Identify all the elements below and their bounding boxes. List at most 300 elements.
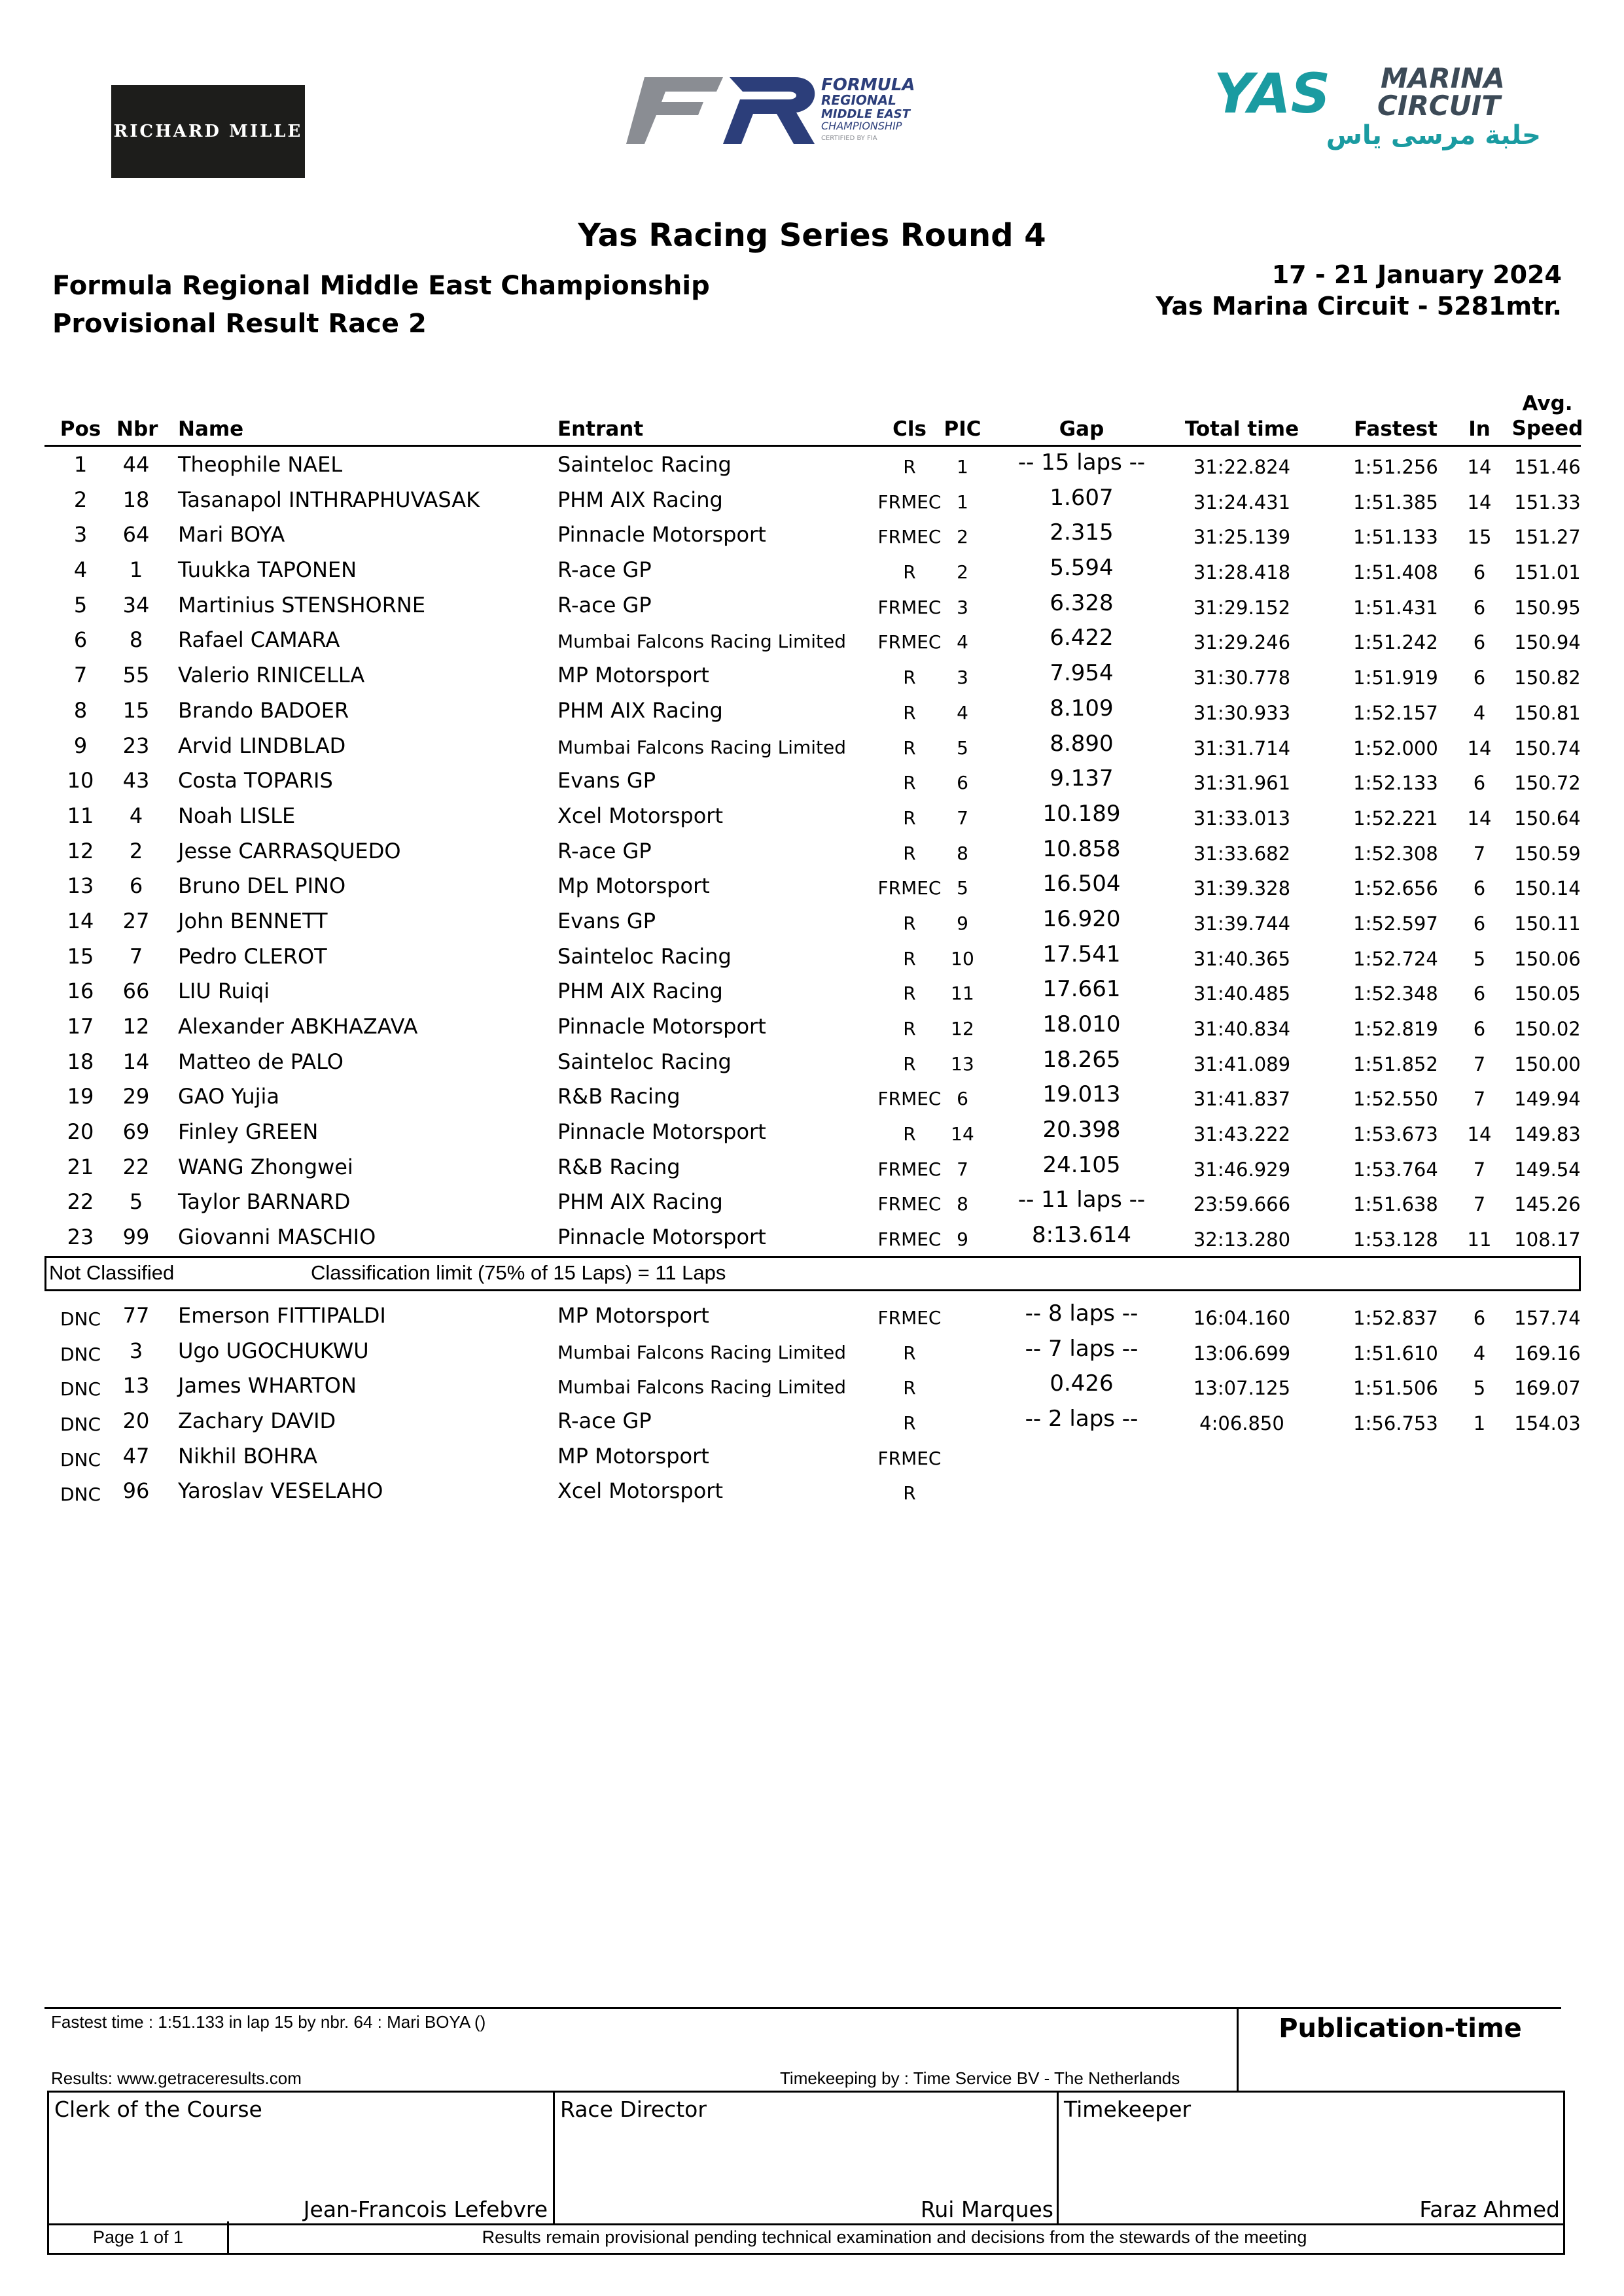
cell-total-time: 13:07.125 (1193, 1377, 1291, 1400)
cell-avg-speed: 150.82 (1514, 667, 1581, 689)
cell-entrant: MP Motorsport (557, 663, 709, 688)
col-header-entrant: Entrant (557, 417, 644, 441)
cell-driver-name: Mari BOYA (178, 522, 285, 548)
cell-nbr: 99 (122, 1225, 150, 1250)
cell-gap: 16.920 (1042, 905, 1121, 932)
col-header-speed: Speed (1511, 417, 1583, 440)
table-row (44, 903, 1581, 939)
cell-nbr: 15 (122, 697, 150, 723)
fr-text-line2: REGIONAL (821, 92, 896, 108)
cell-fastest-lap: 1:52.000 (1353, 737, 1438, 759)
table-row (44, 1403, 1581, 1438)
cell-pic: 7 (957, 807, 968, 829)
cell-pic: 9 (957, 1228, 968, 1251)
header-left (52, 267, 710, 343)
cell-class: FRMEC (877, 596, 942, 618)
cell-class: R (903, 842, 916, 864)
cell-pos: 23 (67, 1225, 94, 1250)
cell-class: FRMEC (877, 1228, 942, 1251)
cell-class: R (903, 947, 916, 969)
cell-pos: 12 (67, 838, 94, 863)
cell-class: R (903, 456, 916, 478)
cell-fastest-lap: 1:51.431 (1353, 596, 1438, 619)
cell-pic: 10 (951, 947, 974, 969)
cell-avg-speed: 150.81 (1514, 701, 1581, 724)
cell-pos: DNC (60, 1448, 101, 1470)
cell-entrant: Sainteloc Racing (557, 452, 732, 477)
cell-pos: 13 (67, 873, 94, 899)
cell-avg-speed: 151.01 (1514, 561, 1581, 584)
cell-avg-speed: 151.46 (1514, 456, 1581, 478)
cell-entrant: R-ace GP (557, 557, 652, 583)
cell-driver-name: GAO Yujia (178, 1084, 280, 1109)
cell-driver-name: Tuukka TAPONEN (178, 557, 357, 583)
cell-avg-speed: 151.27 (1514, 526, 1581, 549)
cell-entrant: Mumbai Falcons Racing Limited (557, 1376, 847, 1399)
cell-total-time: 31:33.013 (1193, 807, 1291, 829)
cell-entrant: Mp Motorsport (557, 873, 710, 899)
cell-fastest-lap: 1:52.157 (1353, 701, 1438, 724)
fr-text-line3: MIDDLE EAST (821, 107, 910, 121)
cell-fastest-in-lap: 14 (1467, 491, 1492, 513)
cell-fastest-in-lap: 6 (1473, 667, 1486, 689)
cell-pos: 1 (73, 452, 88, 477)
cell-total-time: 31:28.418 (1193, 561, 1291, 584)
cell-pic: 9 (957, 912, 968, 934)
fr-text-line4: CHAMPIONSHIP (821, 120, 902, 132)
cell-fastest-in-lap: 14 (1467, 456, 1492, 478)
cell-class: R (903, 561, 916, 583)
cell-pic: 14 (951, 1123, 974, 1145)
cell-entrant: Xcel Motorsport (557, 1478, 723, 1504)
cell-class: R (903, 667, 916, 689)
cell-fastest-lap: 1:52.819 (1353, 1018, 1438, 1040)
cell-fastest-in-lap: 14 (1467, 807, 1492, 829)
cell-driver-name: Brando BADOER (178, 697, 349, 723)
table-row (44, 1044, 1581, 1079)
cell-driver-name: Arvid LINDBLAD (178, 733, 346, 758)
race-director-name: Rui Marques (920, 2197, 1053, 2222)
clerk-cell (49, 2093, 553, 2223)
cell-fastest-lap: 1:51.638 (1353, 1193, 1438, 1216)
cell-entrant: Xcel Motorsport (557, 803, 723, 828)
cell-entrant: Sainteloc Racing (557, 1049, 732, 1074)
cell-nbr: 18 (122, 487, 150, 512)
cell-gap: -- 15 laps -- (1017, 449, 1146, 476)
cell-total-time: 31:41.089 (1193, 1052, 1291, 1075)
cell-avg-speed: 108.17 (1514, 1228, 1581, 1251)
cell-driver-name: WANG Zhongwei (178, 1154, 353, 1179)
cell-fastest-in-lap: 6 (1473, 596, 1486, 619)
cell-total-time: 31:43.222 (1193, 1123, 1291, 1146)
cell-nbr: 2 (129, 838, 143, 863)
cell-nbr: 77 (122, 1302, 150, 1328)
cell-gap: 18.010 (1042, 1011, 1121, 1037)
cell-pos: 16 (67, 979, 94, 1004)
table-row (44, 693, 1581, 728)
col-header-nbr: Nbr (116, 417, 158, 441)
table-row (44, 1298, 1581, 1333)
cell-fastest-lap: 1:56.753 (1353, 1412, 1438, 1435)
cell-fastest-in-lap: 7 (1473, 1088, 1486, 1111)
col-header-gap: Gap (1059, 417, 1104, 441)
cell-pic: 11 (951, 983, 974, 1005)
table-row (44, 1079, 1581, 1114)
cell-class: FRMEC (877, 526, 942, 548)
cell-driver-name: Valerio RINICELLA (178, 663, 365, 688)
cell-pic: 6 (957, 1088, 968, 1110)
cell-pos: 21 (67, 1154, 94, 1179)
cell-nbr: 44 (122, 452, 150, 477)
cell-pic: 7 (957, 1158, 968, 1180)
table-row (44, 1368, 1581, 1403)
cell-driver-name: Yaroslav VESELAHO (178, 1478, 383, 1504)
results-url: Results: www.getraceresults.com (51, 2068, 302, 2088)
cell-nbr: 1 (129, 557, 143, 583)
cell-entrant: Mumbai Falcons Racing Limited (557, 736, 847, 758)
cell-nbr: 29 (122, 1084, 150, 1109)
cell-class: R (903, 772, 916, 794)
table-header (44, 391, 1581, 447)
cell-entrant: R&B Racing (557, 1154, 680, 1179)
cell-fastest-lap: 1:53.128 (1353, 1228, 1438, 1251)
cell-class: R (903, 1052, 916, 1075)
cell-total-time: 31:40.834 (1193, 1018, 1291, 1040)
cell-total-time: 31:33.682 (1193, 842, 1291, 865)
cell-pos: 19 (67, 1084, 94, 1109)
cell-fastest-in-lap: 6 (1473, 772, 1486, 795)
table-row (44, 657, 1581, 693)
cell-pos: 5 (73, 592, 88, 617)
cell-class: FRMEC (877, 1193, 942, 1215)
timekeeper-label: Timekeeper (1064, 2096, 1192, 2122)
cell-total-time: 31:46.929 (1193, 1158, 1291, 1181)
championship-name: Formula Regional Middle East Championship (52, 271, 710, 301)
cell-total-time: 31:22.824 (1193, 456, 1291, 478)
cell-fastest-lap: 1:52.348 (1353, 983, 1438, 1005)
cell-driver-name: Martinius STENSHORNE (178, 592, 426, 617)
cell-entrant: R-ace GP (557, 838, 652, 863)
cell-fastest-in-lap: 6 (1473, 877, 1486, 900)
cell-avg-speed: 150.06 (1514, 947, 1581, 970)
yas-logo-circuit: CIRCUIT (1377, 90, 1500, 122)
cell-driver-name: Nikhil BOHRA (178, 1443, 318, 1469)
cell-driver-name: LIU Ruiqi (178, 979, 270, 1004)
cell-total-time: 31:41.837 (1193, 1088, 1291, 1111)
cell-total-time: 31:31.961 (1193, 772, 1291, 795)
table-row (44, 482, 1581, 517)
cell-driver-name: Pedro CLEROT (178, 943, 327, 969)
table-row (44, 939, 1581, 974)
classified-rows (44, 447, 1581, 1255)
cell-entrant: Pinnacle Motorsport (557, 1119, 766, 1145)
cell-nbr: 69 (122, 1119, 150, 1145)
table-row (44, 517, 1581, 552)
table-row (44, 1333, 1581, 1368)
col-header-pos: Pos (60, 417, 101, 441)
cell-gap: -- 11 laps -- (1017, 1187, 1146, 1213)
cell-total-time: 31:25.139 (1193, 526, 1291, 549)
cell-driver-name: James WHARTON (178, 1373, 357, 1399)
cell-avg-speed: 150.95 (1514, 596, 1581, 619)
timekeeper-name: Faraz Ahmed (1419, 2197, 1560, 2222)
cell-entrant: PHM AIX Racing (557, 487, 723, 512)
table-row (44, 798, 1581, 833)
cell-gap: 10.858 (1042, 835, 1121, 862)
table-row (44, 833, 1581, 869)
cell-avg-speed: 150.64 (1514, 807, 1581, 829)
cell-avg-speed: 151.33 (1514, 491, 1581, 513)
yas-logo-arabic: حلبة مرسى ياس (1326, 120, 1541, 150)
dnc-rows (44, 1298, 1581, 1508)
cell-gap: 5.594 (1050, 555, 1114, 582)
formula-regional-logo (625, 71, 978, 149)
cell-gap: -- 7 laps -- (1025, 1335, 1139, 1362)
cell-pos: 22 (67, 1189, 94, 1215)
table-row (44, 552, 1581, 587)
cell-nbr: 6 (129, 873, 143, 899)
cell-pic: 2 (957, 561, 968, 583)
cell-total-time: 31:30.933 (1193, 701, 1291, 724)
cell-fastest-in-lap: 15 (1467, 526, 1492, 549)
timekeeping-by: Timekeeping by : Time Service BV - The Netherlands (780, 2068, 1180, 2088)
yas-logo-word: YAS (1214, 61, 1331, 126)
cell-nbr: 47 (122, 1443, 150, 1469)
cell-pic: 4 (957, 701, 968, 723)
cell-fastest-in-lap: 6 (1473, 1018, 1486, 1040)
cell-avg-speed: 154.03 (1514, 1412, 1581, 1435)
cell-class: FRMEC (877, 1306, 942, 1329)
cell-avg-speed: 149.54 (1514, 1158, 1581, 1181)
table-row (44, 1009, 1581, 1044)
cell-gap: -- 8 laps -- (1025, 1300, 1139, 1327)
cell-entrant: PHM AIX Racing (557, 1189, 723, 1215)
cell-total-time: 31:24.431 (1193, 491, 1291, 513)
cell-gap: 19.013 (1042, 1081, 1121, 1108)
table-row (44, 1184, 1581, 1219)
cell-driver-name: Theophile NAEL (178, 452, 343, 477)
cell-gap: 6.328 (1050, 589, 1114, 616)
cell-entrant: Evans GP (557, 908, 656, 933)
cell-gap: 20.398 (1042, 1117, 1121, 1143)
cell-avg-speed: 150.94 (1514, 631, 1581, 654)
cell-entrant: Pinnacle Motorsport (557, 1014, 766, 1039)
cell-driver-name: Emerson FITTIPALDI (178, 1302, 386, 1328)
cell-gap: 2.315 (1050, 519, 1114, 546)
cell-nbr: 96 (122, 1478, 150, 1504)
cell-nbr: 34 (122, 592, 150, 617)
cell-pos: 11 (67, 803, 94, 828)
cell-fastest-in-lap: 6 (1473, 1306, 1486, 1329)
cell-gap: 8:13.614 (1031, 1222, 1132, 1249)
cell-entrant: Sainteloc Racing (557, 943, 732, 969)
richard-mille-logo (111, 85, 305, 178)
page-info-box (47, 2221, 1565, 2255)
cell-nbr: 12 (122, 1014, 150, 1039)
cell-fastest-in-lap: 6 (1473, 561, 1486, 584)
footer-divider (1237, 2007, 1239, 2091)
cell-total-time: 13:06.699 (1193, 1342, 1291, 1365)
cell-class: FRMEC (877, 1158, 942, 1180)
race-director-cell (553, 2093, 1059, 2223)
col-header-fastest: Fastest (1354, 417, 1438, 441)
cell-entrant: Mumbai Falcons Racing Limited (557, 631, 847, 653)
cell-fastest-in-lap: 5 (1473, 947, 1486, 970)
cell-nbr: 3 (129, 1338, 143, 1363)
col-header-name: Name (178, 417, 244, 441)
cell-total-time: 31:29.152 (1193, 596, 1291, 619)
cell-entrant: Pinnacle Motorsport (557, 1225, 766, 1250)
cell-pos: DNC (60, 1413, 101, 1435)
classification-limit: Classification limit (75% of 15 Laps) = 11 Laps (311, 1261, 726, 1284)
cell-entrant: Evans GP (557, 768, 656, 793)
cell-pic: 4 (957, 631, 968, 653)
cell-fastest-lap: 1:51.242 (1353, 631, 1438, 654)
cell-avg-speed: 150.11 (1514, 912, 1581, 935)
race-director-label: Race Director (560, 2096, 707, 2122)
cell-nbr: 43 (122, 768, 150, 793)
table-row (44, 1473, 1581, 1508)
cell-fastest-in-lap: 7 (1473, 1052, 1486, 1075)
cell-avg-speed: 149.83 (1514, 1123, 1581, 1146)
cell-pic: 12 (951, 1018, 974, 1039)
cell-fastest-in-lap: 6 (1473, 983, 1486, 1005)
cell-pos: 18 (67, 1049, 94, 1074)
cell-class: FRMEC (877, 1447, 942, 1469)
cell-pos: DNC (60, 1378, 101, 1400)
clerk-label: Clerk of the Course (54, 2096, 262, 2122)
col-header-avg-speed (1492, 391, 1603, 441)
cell-avg-speed: 149.94 (1514, 1088, 1581, 1111)
table-row (44, 763, 1581, 798)
cell-fastest-in-lap: 5 (1473, 1377, 1486, 1400)
cell-avg-speed: 150.74 (1514, 737, 1581, 759)
yas-logo-marina: MARINA (1381, 62, 1505, 94)
cell-pos: 9 (73, 733, 88, 758)
cell-gap: 1.607 (1050, 484, 1114, 511)
col-header-in: In (1468, 417, 1491, 441)
table-row (44, 728, 1581, 763)
result-subtitle: Provisional Result Race 2 (52, 309, 427, 339)
cell-fastest-in-lap: 6 (1473, 631, 1486, 654)
cell-pic: 8 (957, 842, 968, 864)
cell-fastest-lap: 1:52.837 (1353, 1306, 1438, 1329)
table-row (44, 1438, 1581, 1474)
cell-driver-name: Zachary DAVID (178, 1408, 336, 1433)
cell-pic: 2 (957, 526, 968, 548)
cell-fastest-lap: 1:52.221 (1353, 807, 1438, 829)
cell-class: R (903, 983, 916, 1005)
table-row (44, 1149, 1581, 1185)
cell-entrant: R-ace GP (557, 592, 652, 617)
cell-driver-name: Tasanapol INTHRAPHUVASAK (178, 487, 480, 512)
col-header-pic: PIC (944, 417, 981, 441)
fr-text-line1: FORMULA (821, 75, 915, 95)
cell-gap: 10.189 (1042, 800, 1121, 827)
not-classified-box (44, 1256, 1581, 1291)
cell-pos: DNC (60, 1308, 101, 1330)
cell-entrant: Mumbai Falcons Racing Limited (557, 1341, 847, 1363)
cell-driver-name: Noah LISLE (178, 803, 296, 828)
cell-class: R (903, 1412, 916, 1434)
cell-entrant: MP Motorsport (557, 1443, 709, 1469)
cell-pic: 6 (957, 772, 968, 794)
cell-fastest-lap: 1:51.506 (1353, 1377, 1438, 1400)
fr-text-line5: CERTIFIED BY FIA (821, 135, 877, 142)
table-row (44, 1219, 1581, 1255)
cell-avg-speed: 145.26 (1514, 1193, 1581, 1216)
cell-nbr: 23 (122, 733, 150, 758)
cell-fastest-lap: 1:51.919 (1353, 667, 1438, 689)
cell-entrant: PHM AIX Racing (557, 979, 723, 1004)
cell-pos: 10 (67, 768, 94, 793)
cell-class: R (903, 1123, 916, 1145)
cell-total-time: 16:04.160 (1193, 1306, 1291, 1329)
cell-entrant: R&B Racing (557, 1084, 680, 1109)
cell-total-time: 31:40.365 (1193, 947, 1291, 970)
cell-fastest-in-lap: 6 (1473, 912, 1486, 935)
clerk-name: Jean-Francois Lefebvre (303, 2197, 548, 2222)
cell-total-time: 23:59.666 (1193, 1193, 1291, 1216)
cell-fastest-lap: 1:52.133 (1353, 772, 1438, 795)
cell-gap: 7.954 (1050, 660, 1114, 687)
cell-fastest-in-lap: 7 (1473, 1158, 1486, 1181)
cell-avg-speed: 157.74 (1514, 1306, 1581, 1329)
cell-fastest-in-lap: 14 (1467, 1123, 1492, 1146)
cell-pos: 4 (73, 557, 88, 583)
event-venue: Yas Marina Circuit - 5281mtr. (1156, 292, 1562, 321)
cell-avg-speed: 150.72 (1514, 772, 1581, 795)
cell-total-time: 32:13.280 (1193, 1228, 1291, 1251)
event-dates: 17 - 21 January 2024 (1271, 260, 1562, 289)
cell-avg-speed: 169.07 (1514, 1377, 1581, 1400)
cell-gap: 24.105 (1042, 1151, 1121, 1178)
cell-class: FRMEC (877, 877, 942, 899)
cell-entrant: MP Motorsport (557, 1302, 709, 1328)
cell-fastest-lap: 1:51.610 (1353, 1342, 1438, 1365)
cell-pic: 1 (957, 456, 968, 478)
table-row (44, 973, 1581, 1009)
cell-fastest-lap: 1:53.673 (1353, 1123, 1438, 1146)
cell-fastest-in-lap: 1 (1473, 1412, 1486, 1435)
cell-driver-name: Bruno DEL PINO (178, 873, 346, 899)
yas-marina-circuit-logo (1214, 60, 1554, 152)
cell-class: R (903, 1342, 916, 1364)
cell-pos: 7 (73, 663, 88, 688)
cell-driver-name: Giovanni MASCHIO (178, 1225, 376, 1250)
cell-pic: 3 (957, 667, 968, 689)
cell-nbr: 8 (129, 627, 143, 653)
cell-pos: 15 (67, 943, 94, 969)
cell-class: R (903, 1482, 916, 1505)
cell-fastest-in-lap: 11 (1467, 1228, 1492, 1251)
cell-pic: 3 (957, 596, 968, 618)
cell-fastest-in-lap: 4 (1473, 1342, 1486, 1365)
cell-driver-name: Costa TOPARIS (178, 768, 333, 793)
cell-class: R (903, 701, 916, 723)
not-classified-label: Not Classified (49, 1261, 175, 1284)
col-header-avg: Avg. (1522, 392, 1573, 415)
cell-fastest-lap: 1:51.385 (1353, 491, 1438, 513)
results-table (44, 391, 1581, 1508)
cell-pos: 2 (73, 487, 88, 512)
cell-fastest-lap: 1:51.256 (1353, 456, 1438, 478)
cell-class: R (903, 1377, 916, 1399)
cell-entrant: PHM AIX Racing (557, 697, 723, 723)
cell-total-time: 31:30.778 (1193, 667, 1291, 689)
cell-nbr: 66 (122, 979, 150, 1004)
cell-class: R (903, 737, 916, 759)
